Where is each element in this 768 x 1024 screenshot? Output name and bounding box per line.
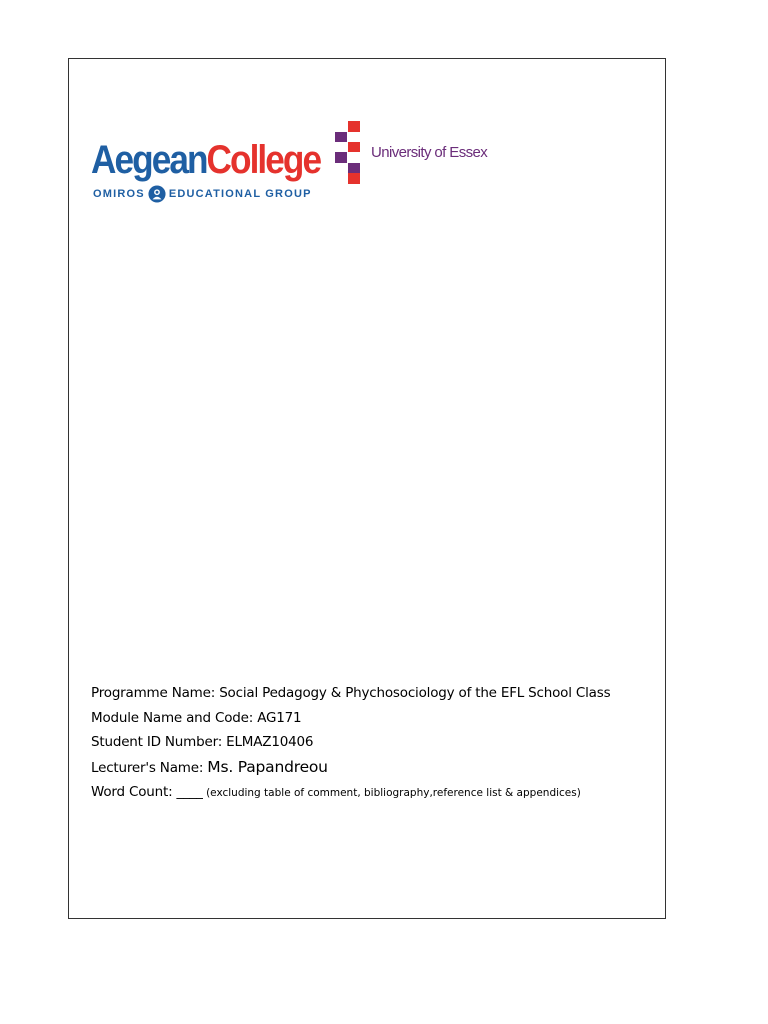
essex-block-mark-icon — [335, 121, 361, 185]
word-count-label: Word Count: — [91, 784, 177, 800]
module-value: AG171 — [257, 709, 302, 726]
programme-name-line — [91, 681, 665, 706]
word-count-line — [91, 780, 665, 806]
module-label: Module Name and Code: — [91, 709, 258, 726]
omiros-emblem-icon — [148, 185, 166, 203]
lecturer-line — [91, 755, 665, 781]
student-id-label: Student ID Number: — [91, 734, 227, 750]
word-count-note: (excluding table of comment, bibliography,reference list & appendices) — [202, 787, 581, 799]
module-line — [91, 706, 665, 731]
document-page — [68, 58, 666, 919]
programme-label: Programme Name: — [91, 685, 220, 701]
programme-value: Social Pedagogy & Phychosociology of the EFL School Class — [219, 685, 611, 701]
cover-details — [91, 681, 665, 806]
aegean-tagline — [93, 185, 312, 203]
aegean-college-wordmark — [91, 137, 320, 183]
student-id-line — [91, 730, 665, 755]
essex-name: University of Essex — [371, 144, 488, 161]
aegean-tagline-left: OMIROS — [93, 188, 145, 200]
word-count-value: ____ — [176, 784, 203, 800]
aegean-college-logo — [91, 137, 321, 207]
university-of-essex-logo — [335, 121, 515, 185]
aegean-wordmark-part2: College — [206, 138, 321, 182]
lecturer-value: Ms. Papandreou — [207, 757, 328, 776]
student-id-value: ELMAZ10406 — [226, 734, 314, 750]
lecturer-label: Lecturer's Name: — [91, 759, 208, 776]
aegean-wordmark-part1: Aegean — [91, 138, 207, 182]
aegean-tagline-right: EDUCATIONAL GROUP — [168, 188, 312, 200]
